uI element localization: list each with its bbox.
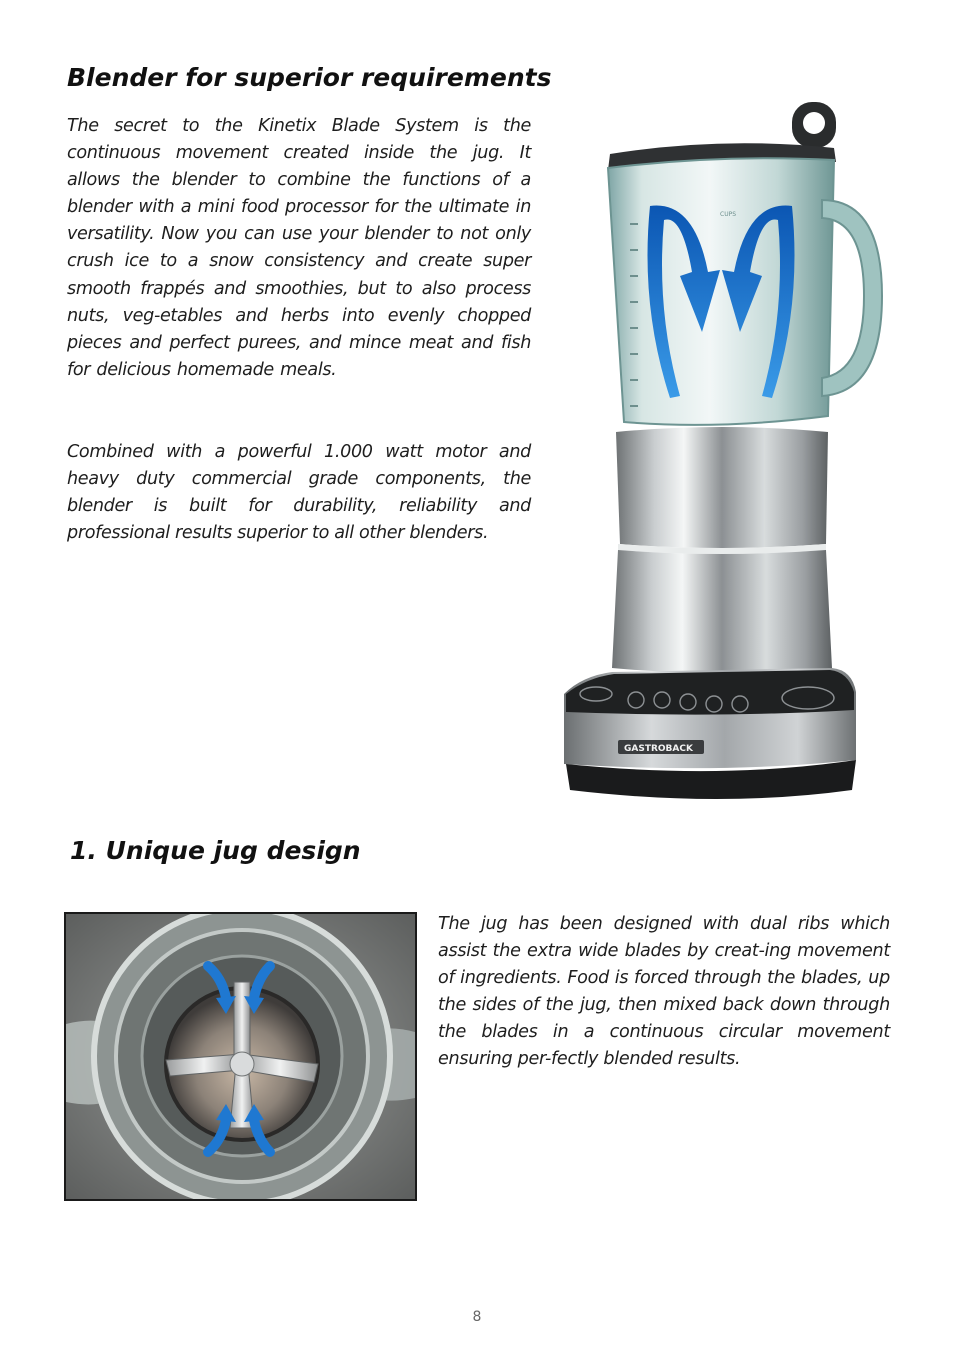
intro-paragraph-1: The secret to the Kinetix Blade System is the continuous movement created inside the jug. It allows the blender to combine the functions of a blender with a mini food processor for the ultimate in versatility. Now you can use your blender to not only crush ice to a snow consistency and create super smooth frappés and smoothies, but to also process nuts, veg-etables and herbs into evenly chopped pieces and perfect purees, and mince meat and fish for delicious homemade meals. [67,116,531,380]
cups-scale-label: CUPS [720,211,737,218]
jug-photo-frame [64,912,417,1201]
intro-paragraph-2: Combined with a powerful 1.000 watt motor and heavy duty commercial grade components, the blender is built for durability, reliability and professional results superior to all other blenders. [67,442,531,544]
brand-badge: GASTROBACK [624,744,693,754]
page-title: Blender for superior requirements [67,63,552,92]
jug-photo [66,914,415,1199]
jug-design-paragraph: The jug has been designed with dual ribs which assist the extra wide blades by creat-ing movement of ingredients. Food is forced through the blades, up the sides of the jug, then mixed back down through the blades in a continuous circular movement ensuring per-fectly blended results. [438,914,890,1070]
section-heading: 1. Unique jug design [70,836,361,865]
blender-photo [552,96,888,808]
page-number: 8 [472,1309,482,1325]
